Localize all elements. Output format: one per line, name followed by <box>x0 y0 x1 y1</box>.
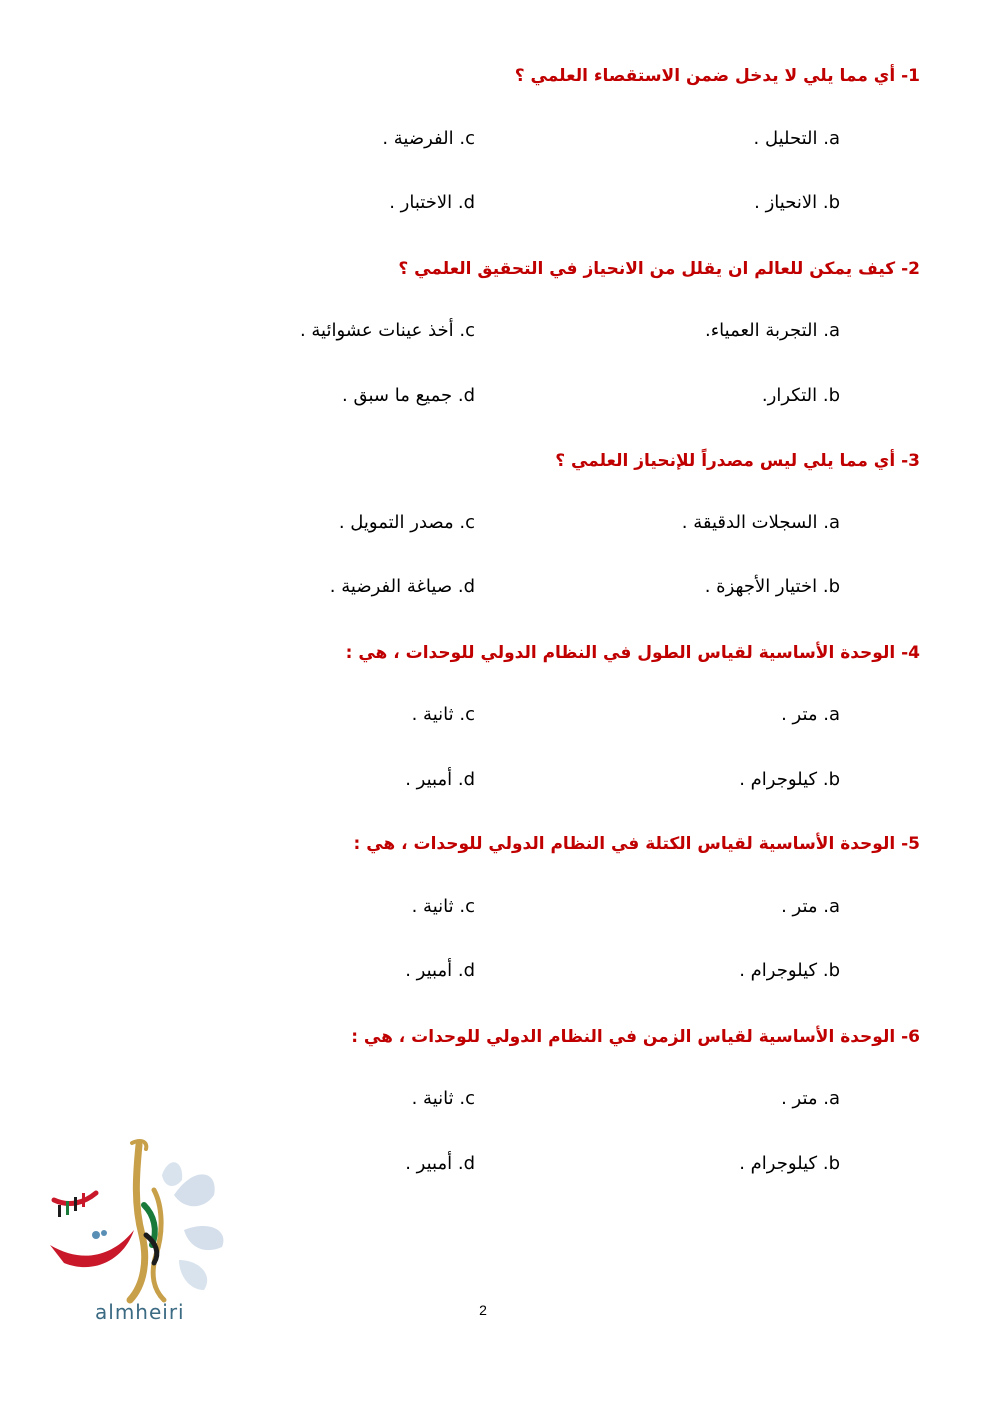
option-d: d. صياغة الفرضية . <box>329 576 475 597</box>
option-c: c. ثانية . <box>411 896 475 917</box>
option-a: a. التجربة العمياء. <box>704 320 840 341</box>
question-1 <box>60 63 920 213</box>
question-title: 2- كيف يمكن للعالم ان يقلل من الانحياز في التحقيق العلمي ؟ <box>398 259 920 279</box>
option-a: a. متر . <box>781 896 840 917</box>
option-a: a. السجلات الدقيقة . <box>681 512 840 533</box>
option-b: b. الانحياز . <box>754 192 840 213</box>
page-number: 2 <box>479 1302 487 1318</box>
question-4 <box>60 640 920 790</box>
question-5 <box>60 831 920 981</box>
question-title: 1- أي مما يلي لا يدخل ضمن الاستقصاء العلمي ؟ <box>514 66 920 86</box>
option-d: d. أمبير . <box>405 1153 475 1174</box>
option-c: c. أخذ عينات عشوائية . <box>299 320 475 341</box>
option-b: b. كيلوجرام . <box>739 1153 840 1174</box>
option-b: b. التكرار. <box>761 385 840 406</box>
option-c: c. ثانية . <box>411 704 475 725</box>
option-d: d. أمبير . <box>405 769 475 790</box>
option-d: d. جميع ما سبق . <box>342 385 475 406</box>
option-c: c. الفرضية . <box>382 128 475 149</box>
option-b: b. كيلوجرام . <box>739 960 840 981</box>
logo-text: almheiri <box>95 1300 185 1324</box>
option-d: d. الاختبار . <box>389 192 475 213</box>
option-d: d. أمبير . <box>405 960 475 981</box>
option-b: b. اختيار الأجهزة . <box>704 576 840 597</box>
option-b: b. كيلوجرام . <box>739 769 840 790</box>
question-title: 3- أي مما يلي ليس مصدراً للإنحياز العلمي ؟ <box>555 451 920 471</box>
question-title: 5- الوحدة الأساسية لقياس الكتلة في النظام الدولي للوحدات ، هي : <box>353 834 920 854</box>
question-title: 6- الوحدة الأساسية لقياس الزمن في النظام الدولي للوحدات ، هي : <box>351 1027 920 1047</box>
option-c: c. مصدر التمويل . <box>338 512 475 533</box>
question-2 <box>60 256 920 406</box>
option-a: a. متر . <box>781 1088 840 1109</box>
option-a: a. التحليل . <box>753 128 840 149</box>
question-3 <box>60 448 920 598</box>
option-a: a. متر . <box>781 704 840 725</box>
option-c: c. ثانية . <box>411 1088 475 1109</box>
question-title: 4- الوحدة الأساسية لقياس الطول في النظام الدولي للوحدات ، هي : <box>345 643 920 663</box>
